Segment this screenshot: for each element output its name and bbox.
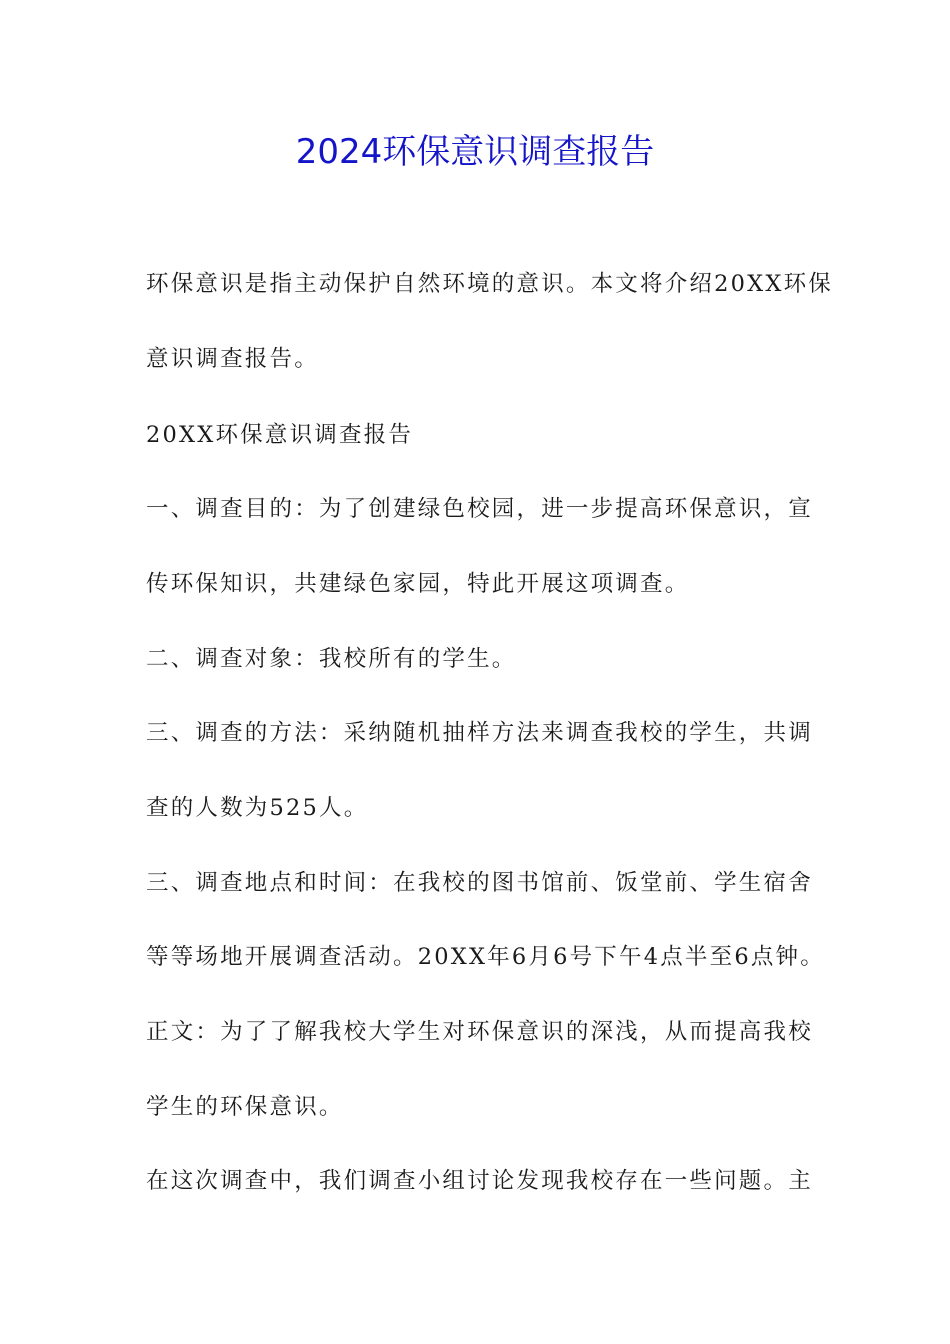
paragraph-line: 学生的环保意识。 xyxy=(146,1094,344,1120)
paragraph-line: 传环保知识，共建绿色家园，特此开展这项调查。 xyxy=(146,571,690,597)
paragraph-line: 在这次调查中，我们调查小组讨论发现我校存在一些问题。主 xyxy=(146,1168,813,1194)
paragraph-line: 意识调查报告。 xyxy=(146,346,319,372)
document-title: 2024环保意识调查报告 xyxy=(295,132,655,172)
paragraph-line: 正文：为了了解我校大学生对环保意识的深浅，从而提高我校 xyxy=(146,1019,813,1045)
paragraph-line: 三、调查的方法：采纳随机抽样方法来调查我校的学生，共调 xyxy=(146,720,813,746)
paragraph-line: 二、调查对象：我校所有的学生。 xyxy=(146,646,517,672)
paragraph-line: 查的人数为525人。 xyxy=(146,795,369,821)
section-heading: 20XX环保意识调查报告 xyxy=(146,422,414,448)
paragraph-line: 一、调查目的：为了创建绿色校园，进一步提高环保意识，宣 xyxy=(146,496,813,522)
paragraph-line: 等等场地开展调查活动。20XX年6月6号下午4点半至6点钟。 xyxy=(146,944,825,970)
paragraph-line: 三、调查地点和时间：在我校的图书馆前、饭堂前、学生宿舍 xyxy=(146,870,813,896)
paragraph-line: 环保意识是指主动保护自然环境的意识。本文将介绍20XX环保 xyxy=(146,271,833,297)
